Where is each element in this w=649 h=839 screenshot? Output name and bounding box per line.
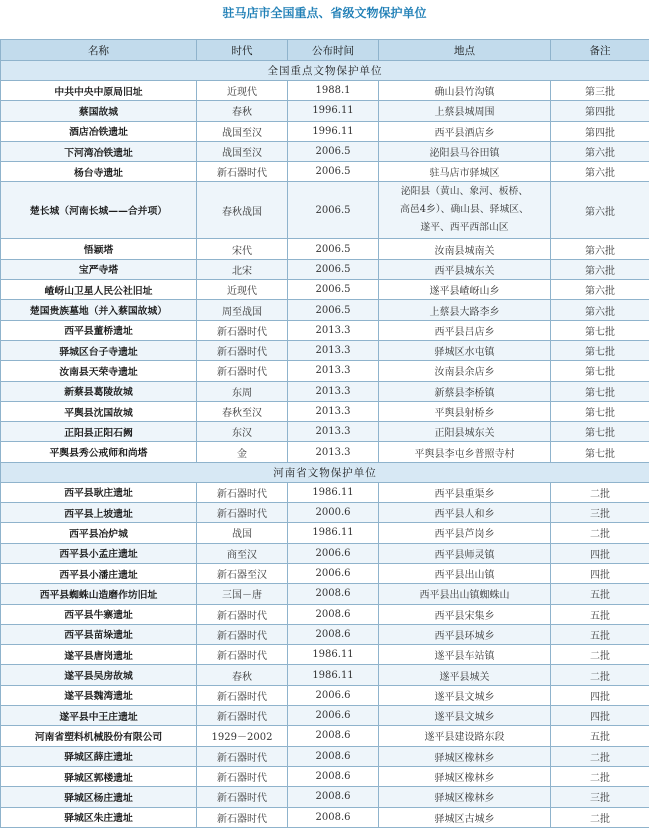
- cell-name: 汝南县天荣寺遗址: [1, 361, 197, 381]
- cell-era: 新石器时代: [197, 685, 288, 705]
- cell-name: 宝严寺塔: [1, 259, 197, 279]
- table-row: [1, 280, 649, 300]
- cell-era: 宋代: [197, 239, 288, 259]
- cell-location: 西平县出山镇蜘蛛山: [379, 584, 551, 604]
- cell-location: 驿城区橡林乡: [379, 766, 551, 786]
- cell-location: 西平县宋集乡: [379, 604, 551, 624]
- cell-published: 2013.3: [288, 422, 379, 442]
- table-row: [1, 787, 649, 807]
- cell-published: 2006.5: [288, 141, 379, 161]
- cell-published: 2000.6: [288, 503, 379, 523]
- cell-location: 驿城区橡林乡: [379, 746, 551, 766]
- cell-note: 第七批: [551, 442, 649, 462]
- cell-published: 1988.1: [288, 81, 379, 101]
- cell-published: 2006.5: [288, 300, 379, 320]
- cell-location: 驿城区水屯镇: [379, 340, 551, 360]
- cell-name: 西平县董桥遗址: [1, 320, 197, 340]
- cell-name: 西平县苗垛遗址: [1, 624, 197, 644]
- table-row: [1, 422, 649, 442]
- cell-location: 正阳县城东关: [379, 422, 551, 442]
- cell-note: 第七批: [551, 361, 649, 381]
- table-row: [1, 706, 649, 726]
- table-row: [1, 239, 649, 259]
- cell-name: 西平县小潘庄遗址: [1, 563, 197, 583]
- cell-note: 第六批: [551, 239, 649, 259]
- cell-published: 2008.6: [288, 584, 379, 604]
- cell-location: 西平县重渠乡: [379, 482, 551, 502]
- cell-name: 西平县冶炉城: [1, 523, 197, 543]
- cell-published: 2013.3: [288, 361, 379, 381]
- heritage-table: [0, 39, 649, 828]
- cell-published: 2008.6: [288, 807, 379, 827]
- cell-era: 春秋至汉: [197, 401, 288, 421]
- cell-published: 2006.5: [288, 162, 379, 182]
- table-row: [1, 401, 649, 421]
- cell-era: 新石器时代: [197, 361, 288, 381]
- cell-published: 2013.3: [288, 340, 379, 360]
- cell-name: 杨台寺遗址: [1, 162, 197, 182]
- cell-location: 汝南县城南关: [379, 239, 551, 259]
- cell-era: 近现代: [197, 280, 288, 300]
- cell-name: 嵖岈山卫星人民公社旧址: [1, 280, 197, 300]
- cell-note: 二批: [551, 645, 649, 665]
- cell-era: 新石器时代: [197, 624, 288, 644]
- cell-note: 第七批: [551, 401, 649, 421]
- cell-note: 四批: [551, 706, 649, 726]
- cell-name: 平舆县沈国故城: [1, 401, 197, 421]
- cell-era: 新石器时代: [197, 482, 288, 502]
- cell-note: 第六批: [551, 280, 649, 300]
- cell-note: 第七批: [551, 422, 649, 442]
- cell-era: 新石器时代: [197, 706, 288, 726]
- cell-note: 三批: [551, 503, 649, 523]
- page-title: 驻马店市全国重点、省级文物保护单位: [222, 6, 427, 20]
- header-row: [1, 40, 649, 61]
- table-row: [1, 162, 649, 182]
- cell-note: 五批: [551, 604, 649, 624]
- table-row: [1, 645, 649, 665]
- cell-location: 遂平县文城乡: [379, 685, 551, 705]
- cell-location: 西平县城东关: [379, 259, 551, 279]
- cell-note: 第三批: [551, 81, 649, 101]
- cell-published: 2008.6: [288, 624, 379, 644]
- table-row: [1, 381, 649, 401]
- cell-era: 金: [197, 442, 288, 462]
- cell-era: 三国－唐: [197, 584, 288, 604]
- cell-published: 2006.5: [288, 239, 379, 259]
- cell-name: 楚国贵族墓地（并入蔡国故城）: [1, 300, 197, 320]
- cell-location: 平舆县李屯乡普照寺村: [379, 442, 551, 462]
- cell-era: 新石器时代: [197, 746, 288, 766]
- table-row: [1, 685, 649, 705]
- cell-location: 遂平县城关: [379, 665, 551, 685]
- cell-location: 西平县吕店乡: [379, 320, 551, 340]
- cell-note: 二批: [551, 665, 649, 685]
- cell-name: 河南省塑料机械股份有限公司: [1, 726, 197, 746]
- cell-location: 汝南县余店乡: [379, 361, 551, 381]
- cell-note: 第七批: [551, 320, 649, 340]
- column-header-note: 备注: [551, 40, 649, 61]
- cell-published: 2008.6: [288, 766, 379, 786]
- cell-name: 遂平县吴房故城: [1, 665, 197, 685]
- table-row: [1, 442, 649, 462]
- cell-era: 东周: [197, 381, 288, 401]
- cell-name: 正阳县正阳石阙: [1, 422, 197, 442]
- table-row: [1, 121, 649, 141]
- cell-name: 遂平县唐岗遗址: [1, 645, 197, 665]
- cell-location: 西平县出山镇: [379, 563, 551, 583]
- cell-era: 新石器时代: [197, 503, 288, 523]
- cell-name: 驿城区杨庄遗址: [1, 787, 197, 807]
- table-row: [1, 101, 649, 121]
- cell-era: 1929－2002: [197, 726, 288, 746]
- table-row: [1, 523, 649, 543]
- location-lines: [379, 183, 550, 237]
- cell-published: 2006.6: [288, 563, 379, 583]
- cell-published: 2013.3: [288, 320, 379, 340]
- cell-published: 2013.3: [288, 442, 379, 462]
- cell-name: 驿城区郭楼遗址: [1, 766, 197, 786]
- section-heading: 全国重点文物保护单位: [1, 61, 649, 81]
- cell-name: 新蔡县葛陵故城: [1, 381, 197, 401]
- cell-note: 二批: [551, 807, 649, 827]
- section-row: [1, 61, 649, 81]
- cell-published: 2013.3: [288, 401, 379, 421]
- table-row: [1, 665, 649, 685]
- cell-era: 新石器时代: [197, 787, 288, 807]
- cell-published: 2006.6: [288, 543, 379, 563]
- cell-location: 平舆县射桥乡: [379, 401, 551, 421]
- cell-era: 东汉: [197, 422, 288, 442]
- table-row: [1, 503, 649, 523]
- cell-published: 2006.6: [288, 706, 379, 726]
- cell-published: 1996.11: [288, 121, 379, 141]
- location-line: 泌阳县（黄山、象河、板桥、: [400, 186, 529, 198]
- table-row: [1, 624, 649, 644]
- cell-note: 四批: [551, 563, 649, 583]
- cell-name: 西平县耿庄遗址: [1, 482, 197, 502]
- cell-published: 2006.5: [288, 182, 379, 239]
- cell-location: 驿城区橡林乡: [379, 787, 551, 807]
- table-row: [1, 182, 649, 239]
- cell-name: 驿城区薛庄遗址: [1, 746, 197, 766]
- location-line: 高邑4乡）、确山县、驿城区、: [400, 204, 529, 216]
- cell-location: 驻马店市驿城区: [379, 162, 551, 182]
- cell-location: [379, 182, 551, 239]
- cell-published: 1986.11: [288, 645, 379, 665]
- table-row: [1, 584, 649, 604]
- cell-published: 2008.6: [288, 787, 379, 807]
- cell-note: 第七批: [551, 340, 649, 360]
- table-row: [1, 807, 649, 827]
- cell-note: 四批: [551, 685, 649, 705]
- cell-published: 2006.6: [288, 685, 379, 705]
- cell-era: 商至汉: [197, 543, 288, 563]
- cell-location: 新蔡县李桥镇: [379, 381, 551, 401]
- cell-note: 二批: [551, 482, 649, 502]
- cell-location: 遂平县建设路东段: [379, 726, 551, 746]
- cell-location: 西平县环城乡: [379, 624, 551, 644]
- cell-location: 西平县酒店乡: [379, 121, 551, 141]
- column-header-name: 名称: [1, 40, 197, 61]
- cell-published: 1986.11: [288, 482, 379, 502]
- cell-published: 2008.6: [288, 604, 379, 624]
- cell-name: 酒店冶铁遗址: [1, 121, 197, 141]
- cell-location: 西平县人和乡: [379, 503, 551, 523]
- cell-note: 第六批: [551, 141, 649, 161]
- cell-name: 楚长城（河南长城——合并项）: [1, 182, 197, 239]
- table-row: [1, 482, 649, 502]
- cell-note: 第六批: [551, 162, 649, 182]
- cell-location: 确山县竹沟镇: [379, 81, 551, 101]
- section-row: [1, 462, 649, 482]
- table-row: [1, 259, 649, 279]
- cell-era: 新石器时代: [197, 766, 288, 786]
- cell-note: 第六批: [551, 259, 649, 279]
- table-row: [1, 340, 649, 360]
- cell-name: 下河湾冶铁遗址: [1, 141, 197, 161]
- cell-location: 泌阳县马谷田镇: [379, 141, 551, 161]
- cell-era: 近现代: [197, 81, 288, 101]
- cell-era: 战国: [197, 523, 288, 543]
- cell-era: 新石器时代: [197, 162, 288, 182]
- cell-era: 新石器时代: [197, 645, 288, 665]
- table-row: [1, 141, 649, 161]
- cell-era: 新石器时代: [197, 320, 288, 340]
- cell-note: 第四批: [551, 101, 649, 121]
- cell-era: 新石器时代: [197, 604, 288, 624]
- cell-location: 上蔡县城周围: [379, 101, 551, 121]
- cell-location: 上蔡县大路李乡: [379, 300, 551, 320]
- table-row: [1, 543, 649, 563]
- table-row: [1, 766, 649, 786]
- cell-era: 战国至汉: [197, 121, 288, 141]
- cell-location: 遂平县文城乡: [379, 706, 551, 726]
- cell-era: 新石器时代: [197, 807, 288, 827]
- cell-era: 周至战国: [197, 300, 288, 320]
- table-row: [1, 320, 649, 340]
- cell-note: 五批: [551, 584, 649, 604]
- cell-era: 春秋: [197, 101, 288, 121]
- cell-location: 驿城区古城乡: [379, 807, 551, 827]
- cell-note: 第四批: [551, 121, 649, 141]
- cell-note: 五批: [551, 624, 649, 644]
- table-body: [1, 61, 649, 828]
- cell-note: 四批: [551, 543, 649, 563]
- cell-era: 新石器至汉: [197, 563, 288, 583]
- table-row: [1, 563, 649, 583]
- cell-location: 遂平县嵖岈山乡: [379, 280, 551, 300]
- cell-note: 第六批: [551, 300, 649, 320]
- table-row: [1, 746, 649, 766]
- section-heading: 河南省文物保护单位: [1, 462, 649, 482]
- cell-published: 2006.5: [288, 259, 379, 279]
- column-header-location: 地点: [379, 40, 551, 61]
- cell-era: 春秋: [197, 665, 288, 685]
- cell-era: 春秋战国: [197, 182, 288, 239]
- cell-published: 2008.6: [288, 746, 379, 766]
- cell-era: 战国至汉: [197, 141, 288, 161]
- cell-name: 西平县牛寨遗址: [1, 604, 197, 624]
- cell-name: 平舆县秀公戒师和尚塔: [1, 442, 197, 462]
- table-row: [1, 81, 649, 101]
- cell-note: 二批: [551, 766, 649, 786]
- cell-name: 遂平县魏湾遗址: [1, 685, 197, 705]
- cell-era: 北宋: [197, 259, 288, 279]
- cell-name: 西平县蜘蛛山造磨作坊旧址: [1, 584, 197, 604]
- cell-name: 西平县上坡遗址: [1, 503, 197, 523]
- cell-name: 驿城区朱庄遗址: [1, 807, 197, 827]
- location-line: 遂平、西平西部山区: [420, 222, 509, 234]
- cell-published: 1986.11: [288, 523, 379, 543]
- cell-name: 西平县小孟庄遗址: [1, 543, 197, 563]
- cell-note: 第六批: [551, 182, 649, 239]
- cell-published: 2006.5: [288, 280, 379, 300]
- cell-published: 1996.11: [288, 101, 379, 121]
- cell-location: 西平县芦岗乡: [379, 523, 551, 543]
- cell-name: 驿城区台子寺遗址: [1, 340, 197, 360]
- cell-published: 2013.3: [288, 381, 379, 401]
- cell-location: 遂平县车站镇: [379, 645, 551, 665]
- cell-name: 遂平县中王庄遗址: [1, 706, 197, 726]
- column-header-era: 时代: [197, 40, 288, 61]
- cell-note: 二批: [551, 523, 649, 543]
- cell-name: 蔡国故城: [1, 101, 197, 121]
- cell-era: 新石器时代: [197, 340, 288, 360]
- cell-published: 1986.11: [288, 665, 379, 685]
- cell-published: 2008.6: [288, 726, 379, 746]
- table-row: [1, 361, 649, 381]
- cell-name: 悟颖塔: [1, 239, 197, 259]
- cell-location: 西平县师灵镇: [379, 543, 551, 563]
- cell-name: 中共中央中原局旧址: [1, 81, 197, 101]
- cell-note: 二批: [551, 746, 649, 766]
- table-row: [1, 300, 649, 320]
- cell-note: 第七批: [551, 381, 649, 401]
- cell-note: 三批: [551, 787, 649, 807]
- cell-note: 五批: [551, 726, 649, 746]
- table-row: [1, 604, 649, 624]
- column-header-published: 公布时间: [288, 40, 379, 61]
- table-row: [1, 726, 649, 746]
